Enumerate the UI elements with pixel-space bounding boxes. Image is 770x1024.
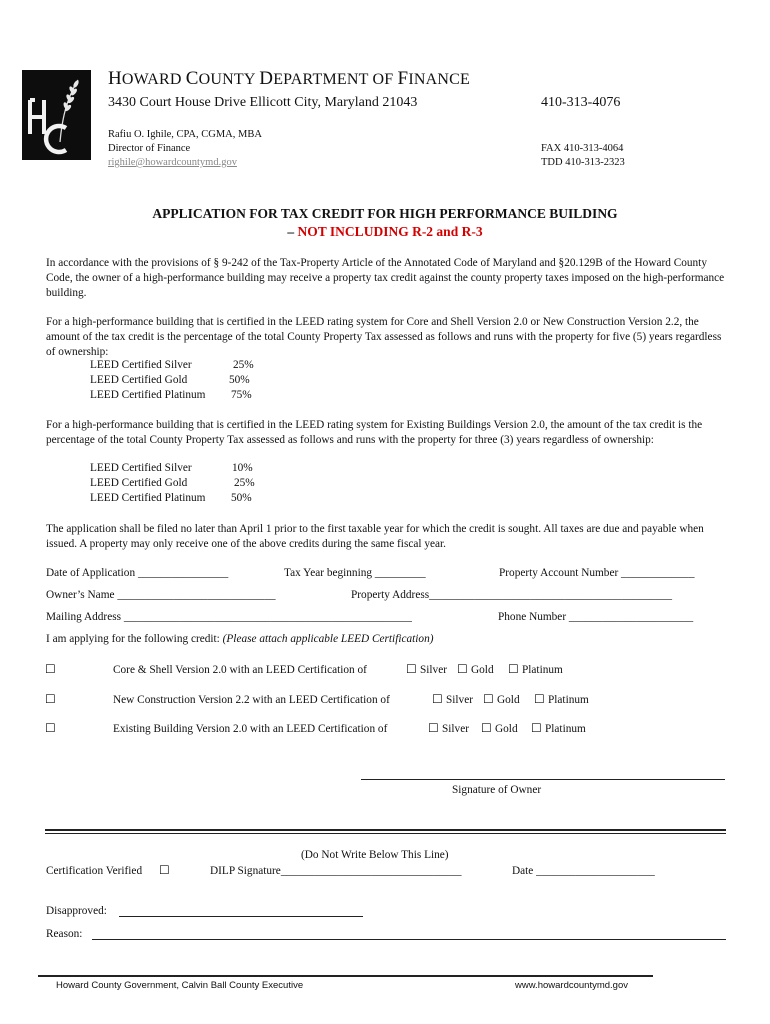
footer-government: Howard County Government, Calvin Ball County Executive bbox=[56, 980, 304, 991]
form-title: APPLICATION FOR TAX CREDIT FOR HIGH PERFORMANCE BUILDING bbox=[152, 206, 618, 221]
tdd-number: TDD 410-313-2323 bbox=[541, 157, 625, 168]
county-logo bbox=[22, 70, 91, 160]
date-of-application-field[interactable]: Date of Application ________________ bbox=[46, 567, 229, 579]
fax-number: FAX 410-313-4064 bbox=[541, 143, 624, 154]
rate-level: LEED Certified Silver bbox=[90, 359, 192, 371]
rate-level: LEED Certified Platinum bbox=[90, 492, 206, 504]
credit-selection-prompt: I am applying for the following credit: (Please attach applicable LEED Certification) bbox=[46, 633, 434, 645]
dilp-signature-field[interactable]: DILP Signature________________________________ bbox=[210, 865, 462, 877]
silver-label: Silver bbox=[420, 664, 447, 676]
form-subtitle: – NOT INCLUDING R-2 and R-3 bbox=[287, 224, 483, 239]
silver-label: Silver bbox=[446, 694, 473, 706]
rate-pct: 50% bbox=[231, 492, 252, 504]
mailing-address-field[interactable]: Mailing Address ___________________________________________________ bbox=[46, 611, 412, 623]
silver-checkbox[interactable]: ☐ bbox=[432, 692, 443, 706]
gold-checkbox[interactable]: ☐ bbox=[481, 721, 492, 735]
phone-number-field[interactable]: Phone Number ______________________ bbox=[498, 611, 694, 623]
gold-label: Gold bbox=[471, 664, 494, 676]
credit-checkbox[interactable]: ☐ bbox=[45, 692, 56, 706]
gold-label: Gold bbox=[495, 723, 518, 735]
disapproved-label: Disapproved: bbox=[46, 905, 107, 917]
platinum-checkbox[interactable]: ☐ bbox=[531, 721, 542, 735]
platinum-label: Platinum bbox=[522, 664, 563, 676]
office-use-divider-thin bbox=[45, 833, 726, 834]
department-name: HOWARD COUNTY DEPARTMENT OF FINANCE bbox=[108, 68, 470, 89]
office-use-divider bbox=[45, 829, 726, 831]
footer-divider bbox=[38, 975, 653, 977]
rate-level: LEED Certified Gold bbox=[90, 374, 188, 386]
office-date-field[interactable]: Date _____________________ bbox=[512, 865, 655, 877]
gold-checkbox[interactable]: ☐ bbox=[483, 692, 494, 706]
signature-line[interactable] bbox=[361, 779, 725, 780]
footer-website-link[interactable]: www.howardcountymd.gov bbox=[515, 980, 628, 991]
rate-pct: 75% bbox=[231, 389, 252, 401]
credit-checkbox[interactable]: ☐ bbox=[45, 721, 56, 735]
director-title: Director of Finance bbox=[108, 143, 191, 154]
credit-option-label: Core & Shell Version 2.0 with an LEED Certification of bbox=[113, 664, 367, 676]
rate-pct: 25% bbox=[234, 477, 255, 489]
owner-name-field[interactable]: Owner’s Name ____________________________ bbox=[46, 589, 276, 601]
rate-level: LEED Certified Platinum bbox=[90, 389, 206, 401]
reason-line[interactable] bbox=[92, 939, 726, 940]
rate-level: LEED Certified Gold bbox=[90, 477, 188, 489]
property-account-number-field[interactable]: Property Account Number _____________ bbox=[499, 567, 695, 579]
certification-verified-checkbox[interactable]: ☐ bbox=[159, 863, 170, 877]
reason-label: Reason: bbox=[46, 928, 83, 940]
rate-pct: 50% bbox=[229, 374, 250, 386]
director-email-link[interactable]: righile@howardcountymd.gov bbox=[108, 157, 237, 168]
credit-option-label: New Construction Version 2.2 with an LEED Certification of bbox=[113, 694, 390, 706]
silver-checkbox[interactable]: ☐ bbox=[406, 662, 417, 676]
rate-level: LEED Certified Silver bbox=[90, 462, 192, 474]
gold-label: Gold bbox=[497, 694, 520, 706]
certification-verified-field: Certification Verified bbox=[46, 865, 143, 877]
do-not-write-note: (Do Not Write Below This Line) bbox=[301, 849, 449, 861]
platinum-checkbox[interactable]: ☐ bbox=[508, 662, 519, 676]
platinum-label: Platinum bbox=[548, 694, 589, 706]
credit-option-label: Existing Building Version 2.0 with an LEED Certification of bbox=[113, 723, 388, 735]
department-address: 3430 Court House Drive Ellicott City, Maryland 21043 bbox=[108, 95, 418, 110]
rate-pct: 25% bbox=[233, 359, 254, 371]
platinum-label: Platinum bbox=[545, 723, 586, 735]
intro-paragraph: In accordance with the provisions of § 9-242 of the Tax-Property Article of the Annotated Code of Maryland and §20.129B of the Howard County Code, the owner of a high-performance building may receive a property tax credit against the county property taxes imposed on the high-performance building. bbox=[46, 257, 725, 299]
tax-year-field[interactable]: Tax Year beginning _________ bbox=[284, 567, 426, 579]
core-shell-paragraph: For a high-performance building that is certified in the LEED rating system for Core and Shell Version 2.0 or New Construction Version 2.2, the amount of the tax credit is the percentage of the total County Property Tax assessed as follows and runs with the property for five (5) years regardless of ownership: bbox=[46, 316, 722, 358]
silver-label: Silver bbox=[442, 723, 469, 735]
property-address-field[interactable]: Property Address___________________________________________ bbox=[351, 589, 673, 601]
department-phone: 410-313-4076 bbox=[541, 95, 621, 110]
platinum-checkbox[interactable]: ☐ bbox=[534, 692, 545, 706]
attach-certification-note: (Please attach applicable LEED Certification) bbox=[222, 633, 434, 645]
signature-of-owner-label: Signature of Owner bbox=[452, 784, 542, 796]
director-name: Rafiu O. Ighile, CPA, CGMA, MBA bbox=[108, 129, 262, 140]
exclusion-note: NOT INCLUDING R-2 and R-3 bbox=[297, 224, 483, 239]
rate-pct: 10% bbox=[232, 462, 253, 474]
existing-building-paragraph: For a high-performance building that is certified in the LEED rating system for Existing Buildings Version 2.0, the amount of the tax credit is the percentage of the total County Property Tax assessed as follows and runs with the property for three (3) years regardless of ownership: bbox=[46, 419, 703, 446]
disapproved-line[interactable] bbox=[119, 916, 363, 917]
gold-checkbox[interactable]: ☐ bbox=[457, 662, 468, 676]
filing-deadline-paragraph: The application shall be filed no later than April 1 prior to the first taxable year for which the credit is sought. All taxes are due and payable when issued. A property may only receive one of the above credits during the same fiscal year. bbox=[46, 523, 704, 550]
silver-checkbox[interactable]: ☐ bbox=[428, 721, 439, 735]
credit-checkbox[interactable]: ☐ bbox=[45, 662, 56, 676]
